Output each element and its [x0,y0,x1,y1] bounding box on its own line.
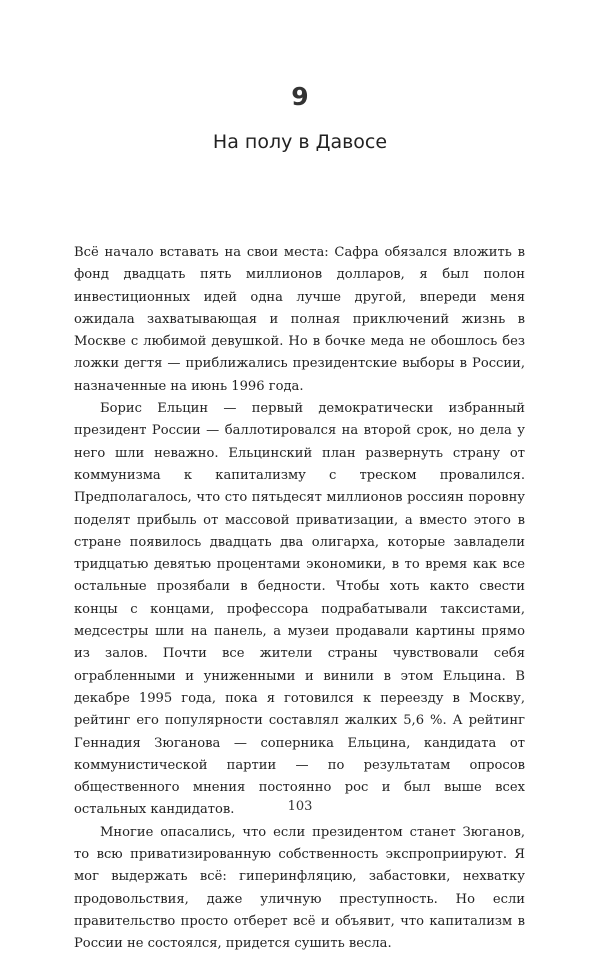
paragraph: Всё начало вставать на свои места: Сафра обязался вложить в фонд двадцать пять миллионов долларов, я был полон инвестиционных идей одна лучше другой, впереди меня ожидала захватывающая и полная приключений жизнь в Москве с любимой девушкой. Но в бочке меда не обошлось без ложки дегтя — приближались президентские выборы в России, назначенные на июнь 1996 года. [74,245,525,394]
chapter-number: 9 [291,82,309,111]
chapter-title: На полу в Давосе [212,131,388,153]
body-text [74,242,525,956]
page-number: 103 [287,799,313,814]
paragraph: Борис Ельцин — первый демократически избранный президент России — баллотировался на второй срок, но дела у него шли неважно. Ельцинский план развернуть страну от коммунизма к капитализму с треском провалился. Предполагалось, что сто пятьдесят миллионов россиян поровну поделят прибыль от массовой приватизации, а вместо этого в стране появилось двадцать два олигарха, которые завладели тридцатью девятью процентами экономики, в то время как все остальные прозябали в бедности. Чтобы хоть както свести концы с концами, профессора подрабатывали таксистами, медсестры шли на панель, а музеи продавали картины прямо из залов. Почти все жители страны чувствовали себя ограбленными и униженными и винили в этом Ельцина. В декабре 1995 года, пока я готовился к переезду в Москву, рейтинг его популярности составлял жалких 5,6 %. А рейтинг Геннадия Зюганова — соперника Ельцина, кандидата от коммунистической партии — по результатам опросов общественного мнения постоянно рос и был выше всех остальных кандидатов. [74,401,525,818]
paragraph: Многие опасались, что если президентом станет Зюганов, то всю приватизированную собственность экспроприируют. Я мог выдержать всё: гиперинфляцию, забастовки, нехватку продовольствия, даже уличную преступность. Но если правительство просто отберет всё и объявит, что капитализм в России не состоялся, придется сушить весла. [74,824,525,952]
